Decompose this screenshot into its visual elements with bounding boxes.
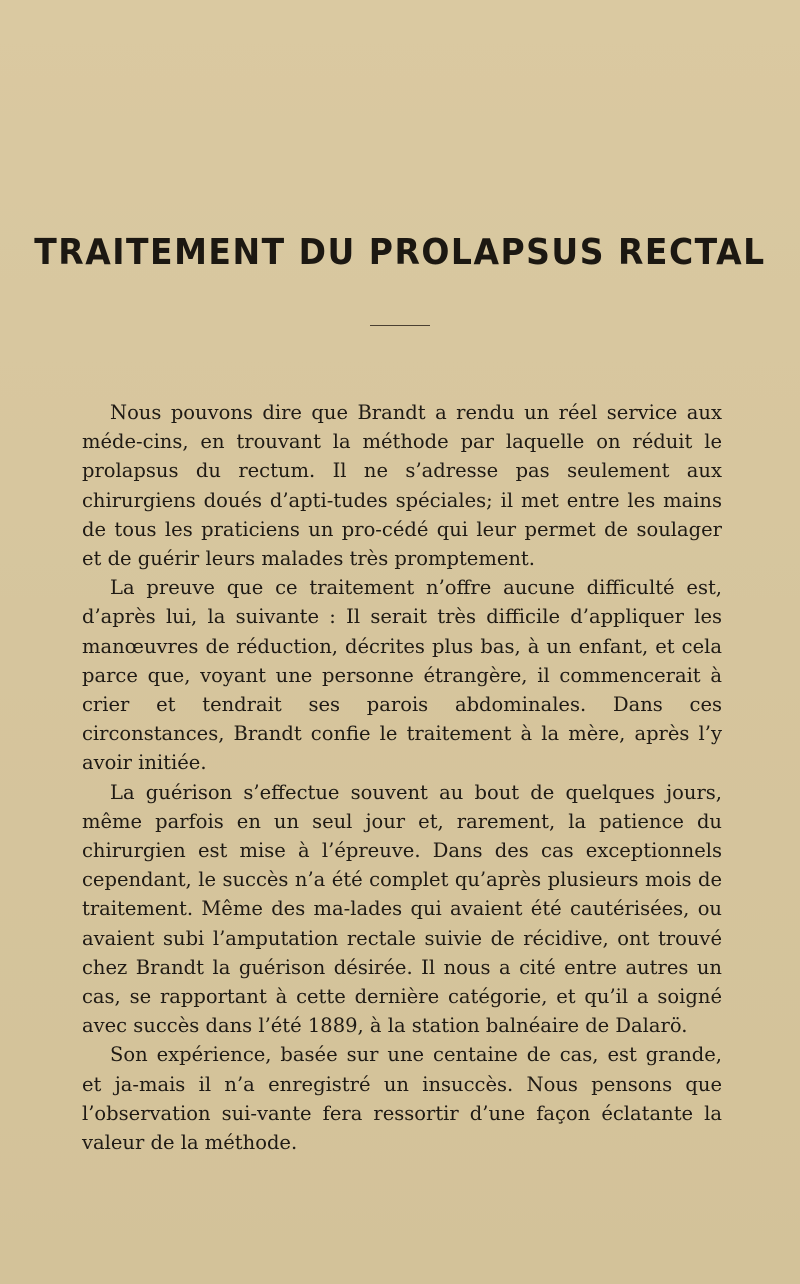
paragraph-4: Son expérience, basée sur une centaine de cas, est grande, et ja-mais il n’a enregistré un insuccès. Nous pensons que l’observation sui-vante fera ressortir d’une façon éclatante la valeur de la méthode. — [82, 1043, 722, 1155]
chapter-title: TRAITEMENT DU PROLAPSUS RECTAL — [34, 230, 766, 273]
body-text — [82, 398, 722, 1157]
title-divider — [370, 325, 430, 326]
paragraph-1: Nous pouvons dire que Brandt a rendu un réel service aux méde-cins, en trouvant la méthode par laquelle on réduit le prolapsus du rectum. Il ne s’adresse pas seulement aux chirurgiens doués d’apti-tudes spéciales; il met entre les mains de tous les praticiens un pro-cédé qui leur permet de soulager et de guérir leurs malades très promptement. — [82, 401, 722, 571]
paragraph-3: La guérison s’effectue souvent au bout de quelques jours, même parfois en un seul jour et, rarement, la patience du chirurgien est mise à l’épreuve. Dans des cas exceptionnels cependant, le succès n’a été complet qu’après plusieurs mois de traitement. Même des ma-lades qui avaient été cautérisées, ou avaient subi l’amputation rectale suivie de récidive, ont trouvé chez Brandt la guérison désirée. Il nous a cité entre autres un cas, se rapportant à cette dernière catégorie, et qu’il a soigné avec succès dans l’été 1889, à la station balnéaire de Dalarö. — [82, 780, 722, 1038]
paragraph-2: La preuve que ce traitement n’offre aucune difficulté est, d’après lui, la suivante : Il serait très difficile d’appliquer les manœuvres de réduction, décrites plus bas, à un enfant, et cela parce que, voyant une personne étrangère, il commencerait à crier et tendrait ses parois abdominales. Dans ces circonstances, Brandt confie le traitement à la mère, après l’y avoir initiée. — [82, 576, 722, 775]
